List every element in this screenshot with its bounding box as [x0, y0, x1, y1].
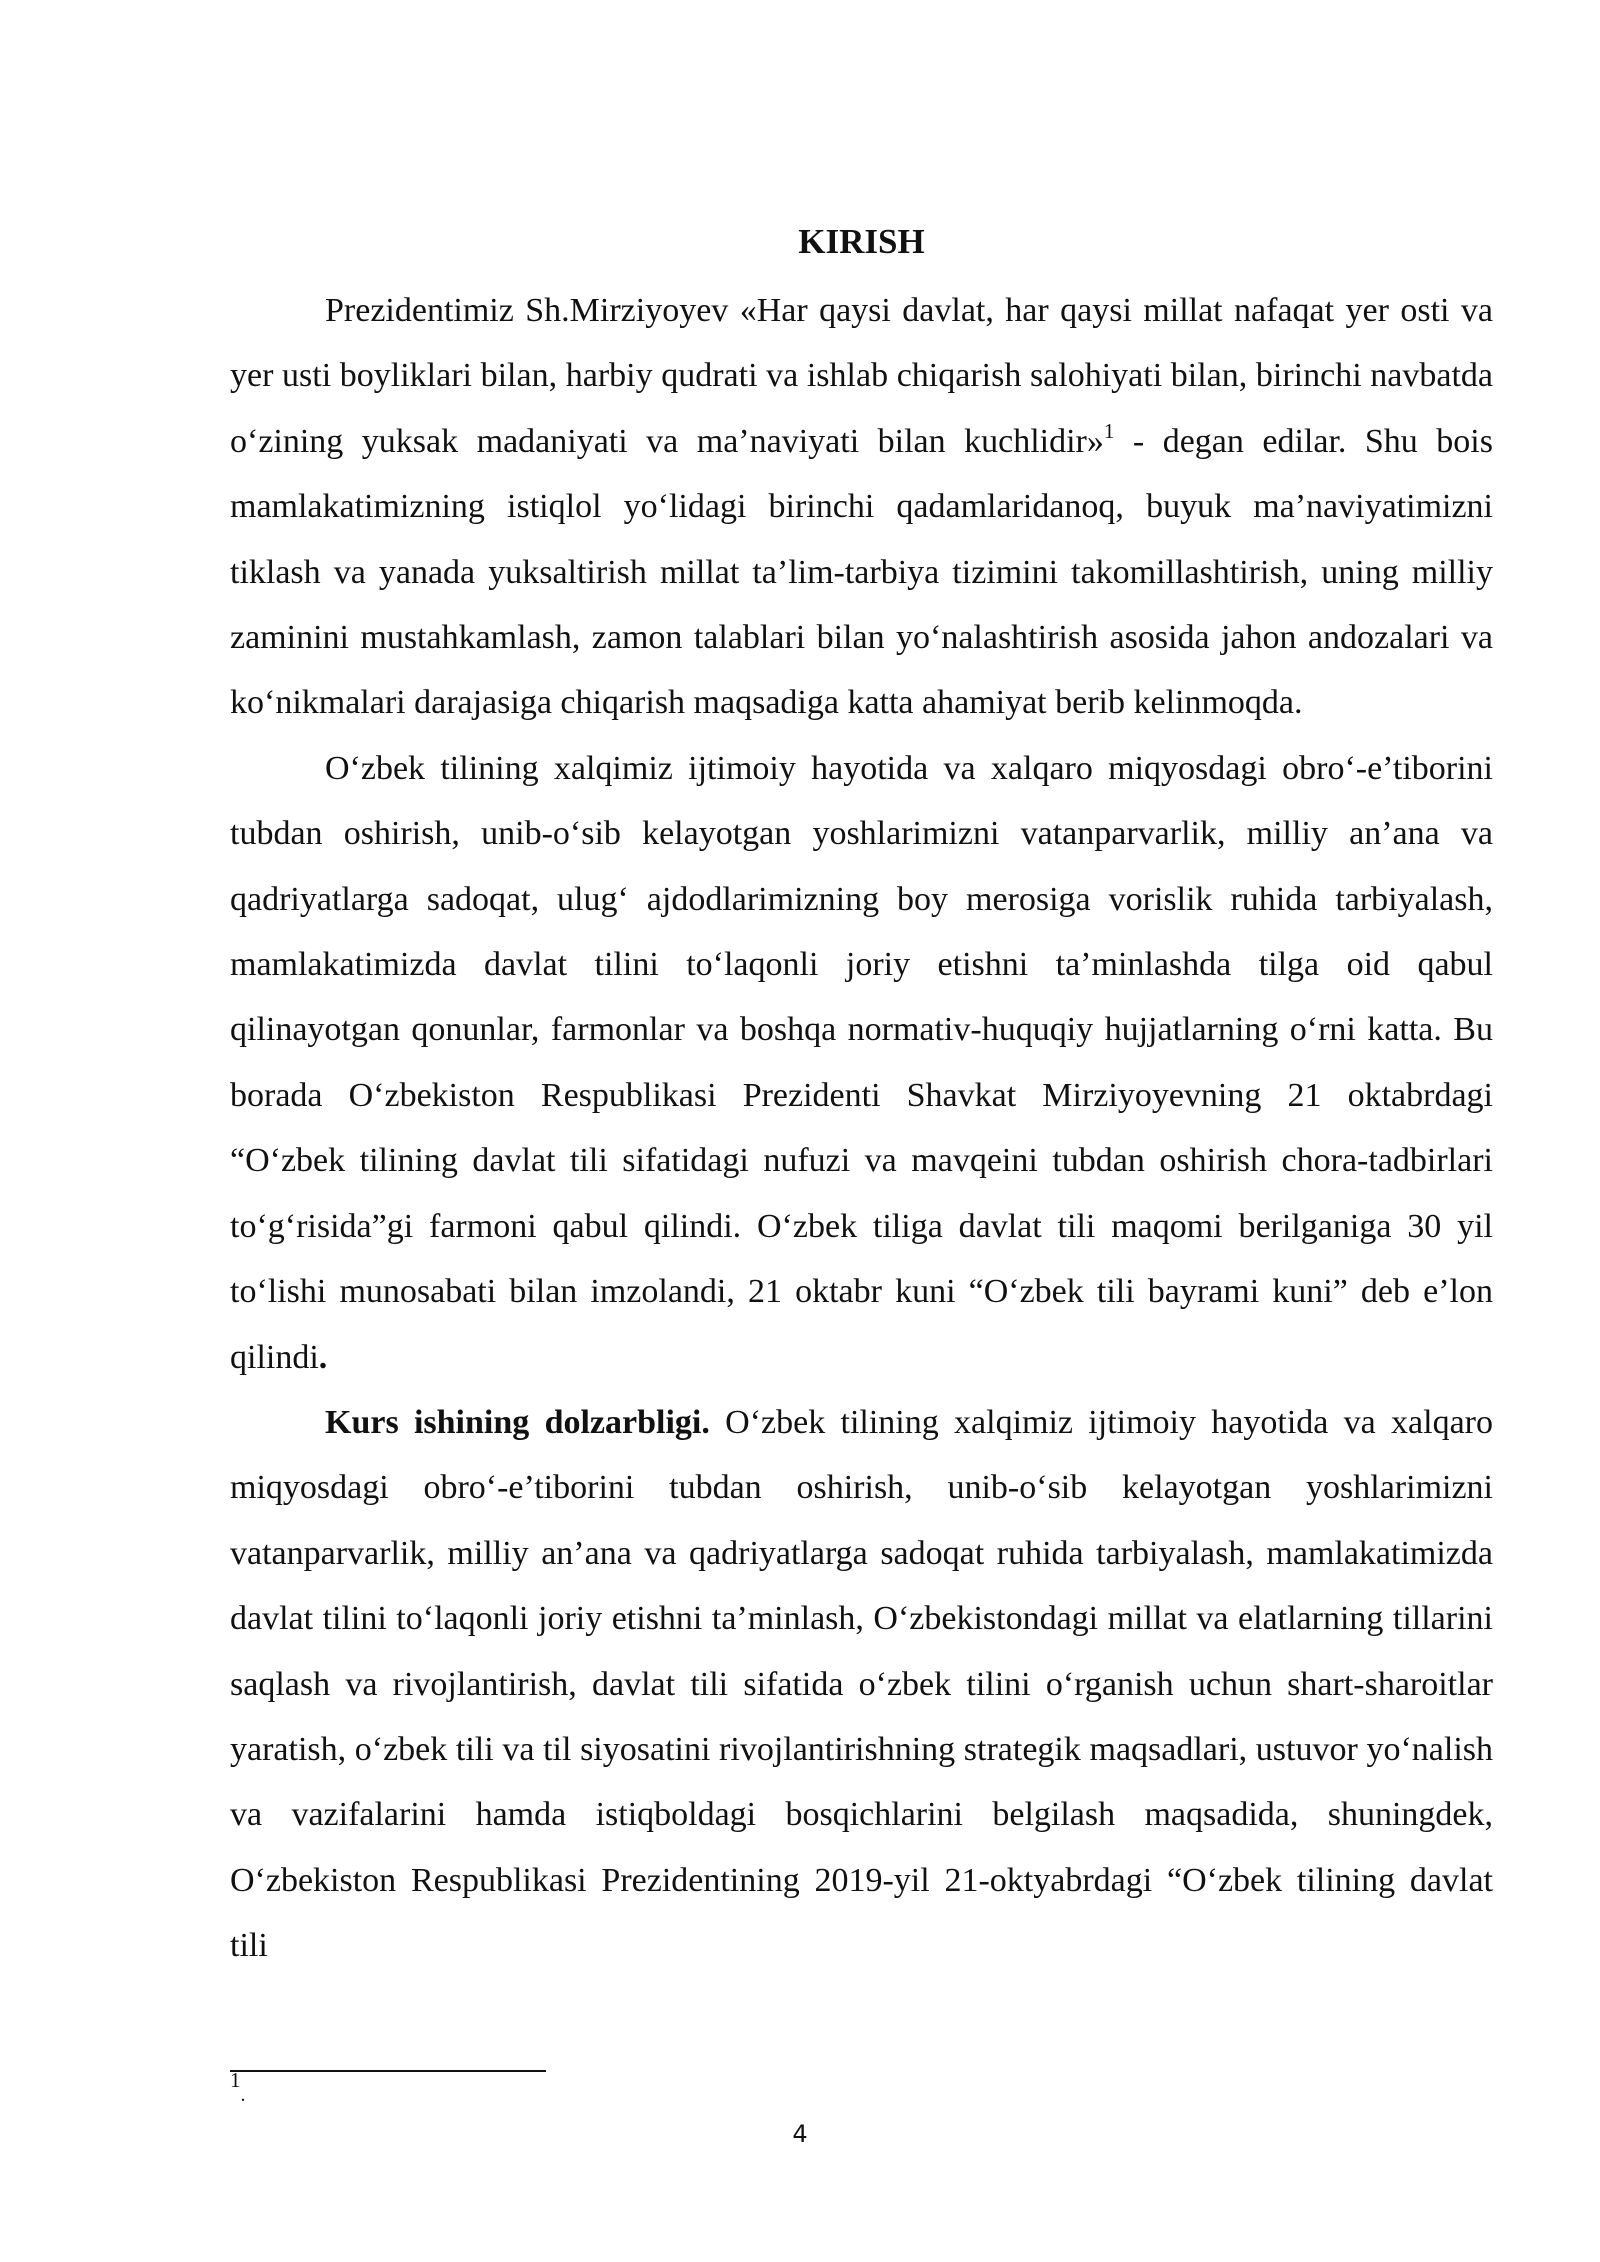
footnote-reference[interactable]: 1: [1103, 418, 1115, 443]
paragraph-language-policy-end: .: [318, 1338, 328, 1376]
paragraph-intro-tail: - degan edilar. Shu bois mamlakatimizning istiqlol yo‘lidagi birinchi qadamlaridanoq, buyuk ma’naviyatimizni tiklash va yanada yuksaltirish millat ta’lim-tarbiya tizimini takomillashtirish, uning milliy zaminini mustahkamlash, zamon talablari bilan yo‘nalashtirish asosida jahon andozalari va ko‘nikmalari darajasiga chiqarish maqsadiga katta ahamiyat berib kelinmoqda.: [230, 422, 1493, 722]
page-number: 4: [792, 2120, 808, 2148]
paragraph-relevance-text: O‘zbek tilining xalqimiz ijtimoiy hayotida va xalqaro miqyosdagi obro‘-e’tiborini tubdan oshirish, unib-o‘sib kelayotgan yoshlarimizni vatanparvarlik, milliy an’ana va qadriyatlarga sadoqat ruhida tarbiyalash, mamlakatimizda davlat tilini to‘laqonli joriy etishni ta’minlash, O‘zbekistondagi millat va elatlarning tillarini saqlash va rivojlantirish, davlat tili sifatida o‘zbek tilini o‘rganish uchun shart-sharoitlar yaratish, o‘zbek tili va til siyosatini rivojlantirishning strategik maqsadlari, ustuvor yo‘nalish va vazifalarini hamda istiqboldagi bosqichlarini belgilash maqsadida, shuningdek, O‘zbekiston Respublikasi Prezidentining 2019-yil 21-oktyabrdagi “O‘zbek tilining davlat tili: [230, 1403, 1493, 1965]
footnote-text: .: [240, 2084, 246, 2106]
paragraph-language-policy-text: O‘zbek tilining xalqimiz ijtimoiy hayotida va xalqaro miqyosdagi obro‘-e’tiborini tubdan oshirish, unib-o‘sib kelayotgan yoshlarimizni vatanparvarlik, milliy an’ana va qadriyatlarga sadoqat, ulug‘ ajdodlarimizning boy merosiga vorislik ruhida tarbiyalash, mamlakatimizda davlat tilini to‘laqonli joriy etishni ta’minlashda tilga oid qabul qilinayotgan qonunlar, farmonlar va boshqa normativ-huquqiy hujjatlarning o‘rni katta. Bu borada O‘zbekiston Respublikasi Prezidenti Shavkat Mirziyoyevning 21 oktabrdagi “O‘zbek tilining davlat tili sifatidagi nufuzi va mavqeini tubdan oshirish chora-tadbirlari to‘g‘risida”gi farmoni qabul qilindi. O‘zbek tiliga davlat tili maqomi berilganiga 30 yil to‘lishi munosabati bilan imzolandi, 21 oktabr kuni “O‘zbek tili bayrami kuni” deb e’lon qilindi: [230, 749, 1493, 1376]
relevance-heading: Kurs ishining dolzarbligi.: [325, 1403, 710, 1441]
paragraph-language-policy: [230, 736, 1493, 1390]
paragraph-intro: [230, 278, 1493, 736]
paragraph-relevance: [230, 1390, 1493, 1979]
page-content: [230, 214, 1493, 1979]
footnote-mark: 1: [230, 2068, 241, 2092]
paragraph-intro-text: Prezidentimiz Sh.Mirziyoyev «Har qaysi davlat, har qaysi millat nafaqat yer osti va yer usti boyliklari bilan, harbiy qudrati va ishlab chiqarish salohiyati bilan, birinchi navbatda o‘zining yuksak madaniyati va ma’naviyati bilan kuchlidir»: [230, 292, 1493, 460]
section-title: KIRISH: [798, 222, 925, 261]
footnote: [230, 2068, 246, 2109]
footnote-separator: [230, 2070, 546, 2072]
